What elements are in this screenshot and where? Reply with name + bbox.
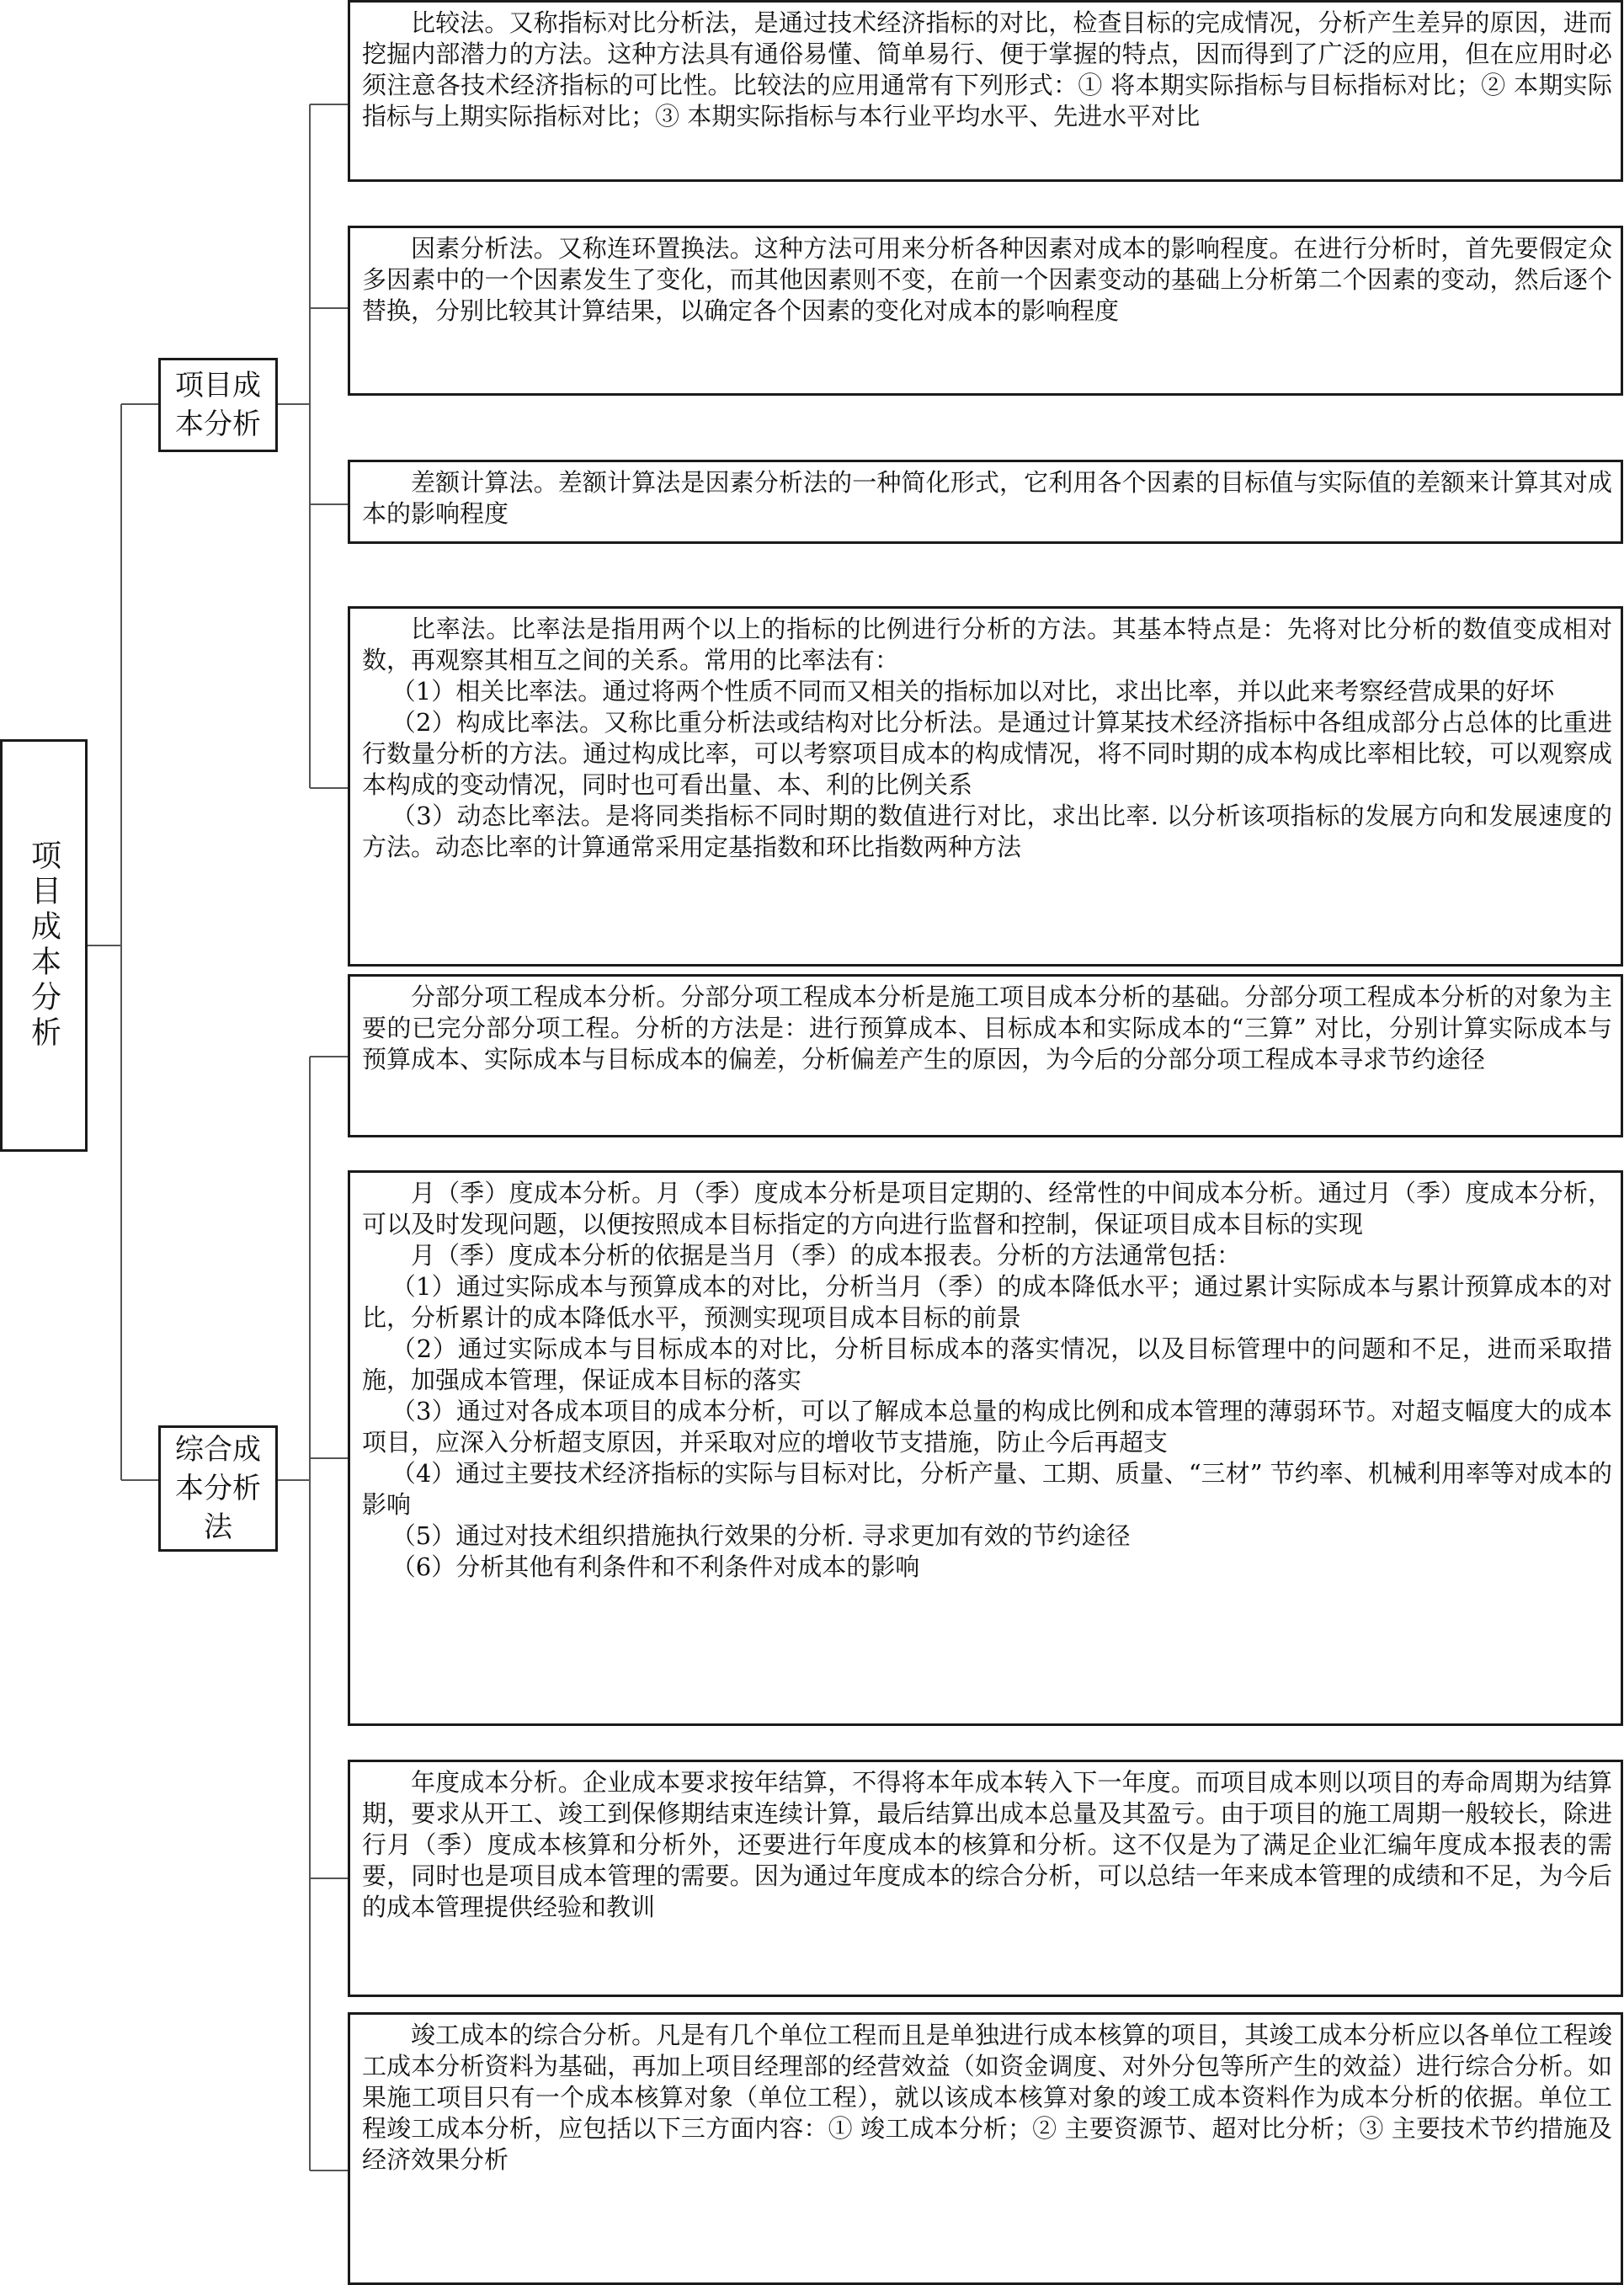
leaf-list-item: （1）相关比率法。通过将两个性质不同而又相关的指标加以对比，求出比率，并以此来考察经营成果的好坏 <box>391 677 1555 706</box>
leaf-ratio-method <box>348 606 1623 967</box>
leaf-comparison-method <box>348 0 1623 182</box>
leaf-paragraph: 分部分项工程成本分析。分部分项工程成本分析是施工项目成本分析的基础。分部分项工程成本分析的对象为主要的已完分部分项工程。分析的方法是：进行预算成本、目标成本和实际成本的“三算” 对比，分别计算实际成本与预算成本、实际成本与目标成本的偏差，分析偏差产生的原因，为今后的分部分项工程成本寻求节约途径 <box>362 983 1612 1073</box>
branch-node-comprehensive-cost-analysis <box>158 1425 278 1552</box>
branch-label: 项目成本分析 <box>175 369 261 441</box>
branch-label: 综合成本分析法 <box>175 1433 261 1544</box>
leaf-factor-analysis-method <box>348 226 1623 396</box>
leaf-paragraph: 竣工成本的综合分析。凡是有几个单位工程而且是单独进行成本核算的项目，其竣工成本分析应以各单位工程竣工成本分析资料为基础，再加上项目经理部的经营效益（如资金调度、对外分包等所产生的效益）进行综合分析。如果施工项目只有一个成本核算对象（单位工程），就以该成本核算对象的竣工成本资料作为成本分析的依据。单位工程竣工成本分析，应包括以下三方面内容：① 竣工成本分析；② 主要资源节、超对比分析；③ 主要技术节约措施及经济效果分析 <box>362 2021 1612 2174</box>
leaf-list-item: （1）通过实际成本与预算成本的对比，分析当月（季）的成本降低水平；通过累计实际成本与累计预算成本的对比，分析累计的成本降低水平，预测实现项目成本目标的前景 <box>362 1272 1612 1332</box>
leaf-list-item: （3）通过对各成本项目的成本分析，可以了解成本总量的构成比例和成本管理的薄弱环节。对超支幅度大的成本项目，应深入分析超支原因，并采取对应的增收节支措施，防止今后再超支 <box>362 1397 1612 1457</box>
leaf-paragraph: 年度成本分析。企业成本要求按年结算，不得将本年成本转入下一年度。而项目成本则以项目的寿命周期为结算期，要求从开工、竣工到保修期结束连续计算，最后结算出成本总量及其盈亏。由于项目的施工周期一般较长，除进行月（季）度成本核算和分析外，还要进行年度成本的核算和分析。这不仅是为了满足企业汇编年度成本报表的需要，同时也是项目成本管理的需要。因为通过年度成本的综合分析，可以总结一年来成本管理的成绩和不足，为今后的成本管理提供经验和教训 <box>362 1768 1612 1921</box>
root-node <box>0 739 88 1152</box>
leaf-paragraph: 月（季）度成本分析。月（季）度成本分析是项目定期的、经常性的中间成本分析。通过月（季）度成本分析，可以及时发现问题，以便按照成本目标指定的方向进行监督和控制，保证项目成本目标的实现 <box>362 1179 1612 1238</box>
leaf-difference-calculation-method <box>348 460 1623 544</box>
leaf-list-item: （3）动态比率法。是将同类指标不同时期的数值进行对比，求出比率. 以分析该项指标的发展方向和发展速度的方法。动态比率的计算通常采用定基指数和环比指数两种方法 <box>362 802 1612 861</box>
leaf-completion-cost-analysis <box>348 2012 1623 2285</box>
leaf-annual-cost-analysis <box>348 1760 1623 1997</box>
leaf-list-item: （6）分析其他有利条件和不利条件对成本的影响 <box>391 1553 920 1581</box>
leaf-paragraph: 比较法。又称指标对比分析法，是通过技术经济指标的对比，检查目标的完成情况，分析产生差异的原因，进而挖掘内部潜力的方法。这种方法具有通俗易懂、简单易行、便于掌握的特点，因而得到了广泛的应用，但在应用时必须注意各技术经济指标的可比性。比较法的应用通常有下列形式：① 将本期实际指标与目标指标对比；② 本期实际指标与上期实际指标对比；③ 本期实际指标与本行业平均水平、先进水平对比 <box>362 8 1612 130</box>
leaf-paragraph: 月（季）度成本分析的依据是当月（季）的成本报表。分析的方法通常包括： <box>411 1241 1242 1270</box>
leaf-paragraph: 比率法。比率法是指用两个以上的指标的比例进行分析的方法。其基本特点是：先将对比分析的数值变成相对数，再观察其相互之间的关系。常用的比率法有： <box>362 615 1612 674</box>
leaf-list-item: （2）构成比率法。又称比重分析法或结构对比分析法。是通过计算某技术经济指标中各组成部分占总体的比重进行数量分析的方法。通过构成比率，可以考察项目成本的构成情况，将不同时期的成本构成比率相比较，可以观察成本构成的变动情况，同时也可看出量、本、利的比例关系 <box>362 708 1612 799</box>
branch-node-project-cost-analysis <box>158 358 278 452</box>
root-label: 项目成本分析 <box>26 839 61 1052</box>
leaf-sub-item-project-cost-analysis <box>348 974 1623 1137</box>
leaf-list-item: （4）通过主要技术经济指标的实际与目标对比，分析产量、工期、质量、“三材” 节约率、机械利用率等对成本的影响 <box>362 1459 1612 1519</box>
leaf-list-item: （5）通过对技术组织措施执行效果的分析. 寻求更加有效的节约途径 <box>391 1521 1131 1550</box>
leaf-paragraph: 差额计算法。差额计算法是因素分析法的一种简化形式，它利用各个因素的目标值与实际值的差额来计算其对成本的影响程度 <box>362 468 1612 528</box>
leaf-monthly-quarterly-cost-analysis <box>348 1170 1623 1726</box>
leaf-list-item: （2）通过实际成本与目标成本的对比，分析目标成本的落实情况，以及目标管理中的问题和不足，进而采取措施，加强成本管理，保证成本目标的落实 <box>362 1334 1612 1394</box>
leaf-paragraph: 因素分析法。又称连环置换法。这种方法可用来分析各种因素对成本的影响程度。在进行分析时，首先要假定众多因素中的一个因素发生了变化，而其他因素则不变，在前一个因素变动的基础上分析第二个因素的变动，然后逐个替换，分别比较其计算结果，以确定各个因素的变化对成本的影响程度 <box>362 234 1612 325</box>
